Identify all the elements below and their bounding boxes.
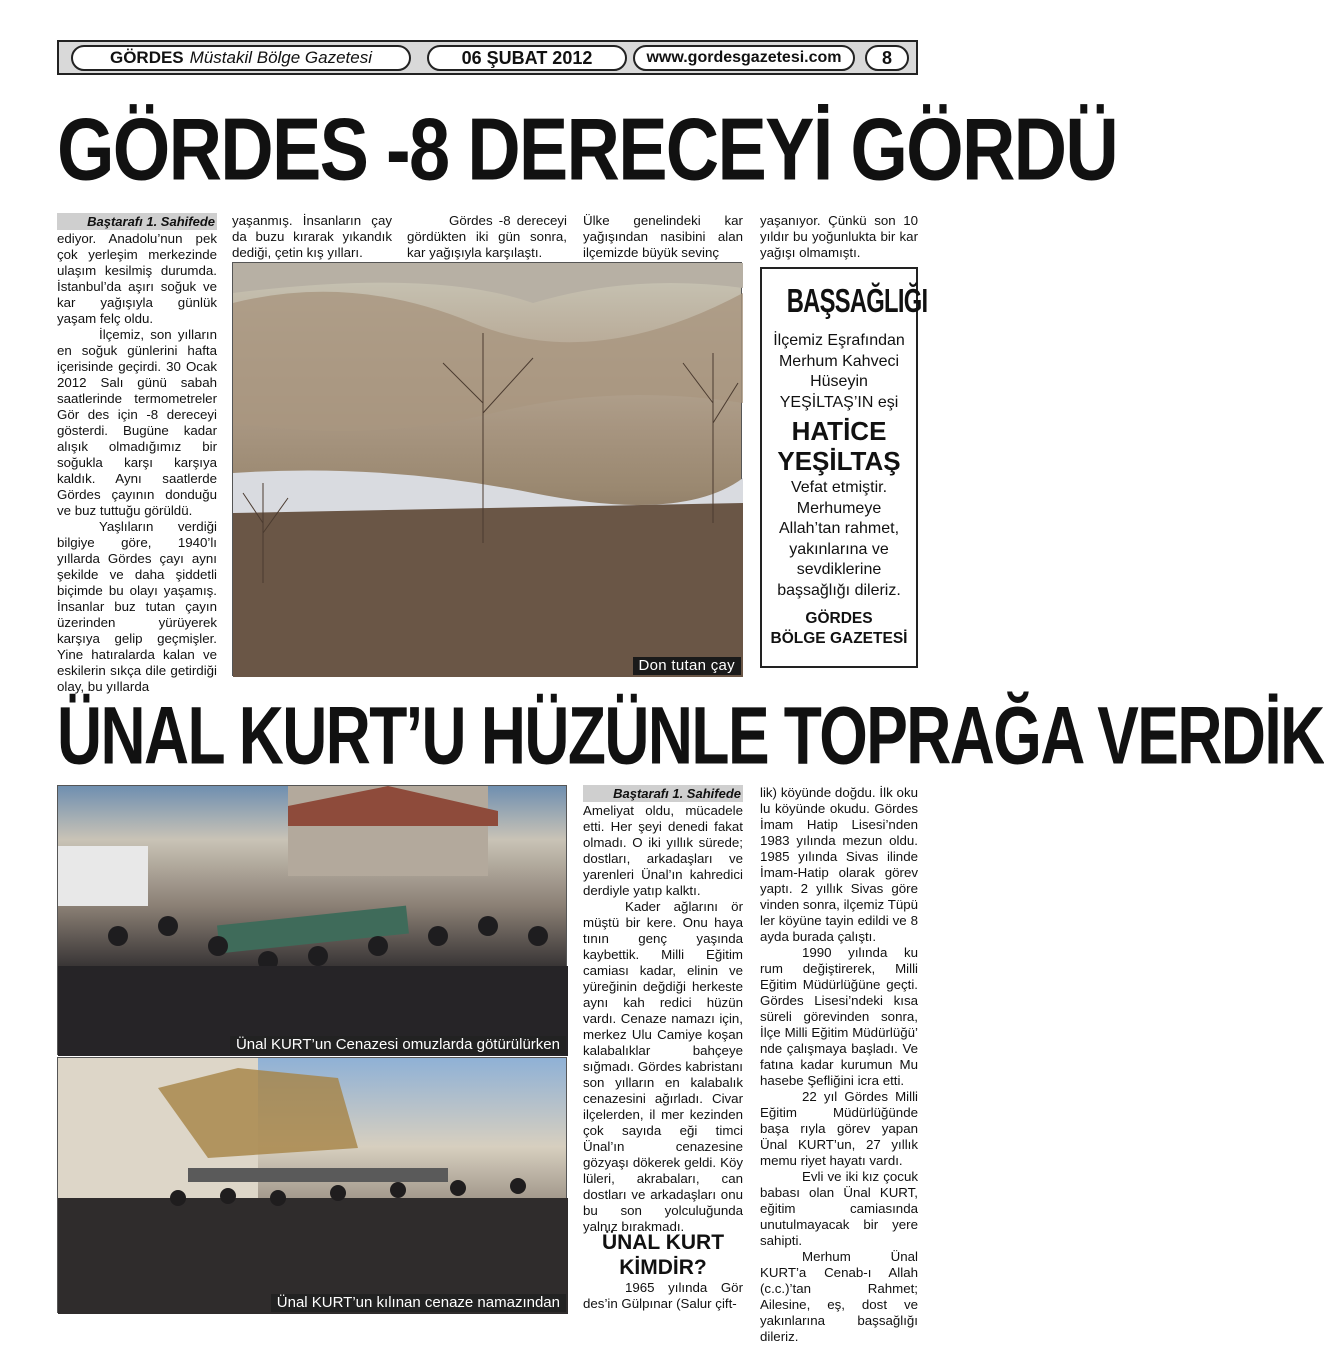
condolence-title: BAŞSAĞLIĞI [786, 282, 928, 319]
signature-line: BÖLGE GAZETESİ [770, 630, 908, 647]
article2-paragraph: 22 yıl Gördes Milli Eğitim Müdürlüğünde başa rıyla görev yapan Ünal KURT’un, 27 yıllık memu riyet hayatı vardı. [760, 1089, 918, 1168]
condolence-line: başsağlığı dileriz. [777, 581, 901, 599]
headline-cold-weather: GÖRDES -8 DERECEYİ GÖRDÜ [57, 101, 1118, 199]
article1-column-3 [407, 213, 567, 261]
article1-paragraph: yaşanmış. İnsanların çay da buzu kırarak yıkandık dediği, çetin kış yılları. [232, 213, 392, 260]
newspaper-name [71, 45, 411, 71]
condolence-line: Hüseyin [810, 373, 868, 390]
condolence-line: Merhum Kahveci [778, 352, 900, 370]
article2-paragraph: Ameliyat oldu, mücadele etti. Her şeyi denedi fakat olmadı. O iki yıllık sürede; dostları, arkadaşları ve yarenleri Ünal’ın kahredici derdiyle yatıp kalktı. [583, 803, 743, 898]
procession-illustration [58, 786, 568, 1056]
photo-caption: Don tutan çay [633, 657, 741, 675]
page-header-bar [57, 40, 918, 75]
newspaper-subtitle: Müstakil Bölge Gazetesi [189, 48, 373, 67]
article2-paragraph: 1965 yılında Gör des’in Gülpınar (Salur çift- [583, 1280, 743, 1311]
photo-caption: Ünal KURT’un Cenazesi omuzlarda götürülürken [230, 1036, 566, 1054]
website-link[interactable]: www.gordesgazetesi.com [633, 45, 855, 71]
article1-column-4 [583, 213, 743, 261]
subheading-who-is: ÜNAL KURT KİMDİR? [601, 1231, 725, 1279]
condolence-line: İlçemiz Eşrafından [773, 332, 905, 349]
newspaper-title: GÖRDES [109, 48, 184, 67]
funeral-procession-photo [57, 785, 567, 1055]
page-number: 8 [865, 45, 909, 71]
article2-paragraph: 1990 yılında ku rum değiştirerek, Milli Eğitim Müdürlüğüne geçti. Gördes Lisesi’ndeki kısa süreli görevinden sonra, İlçe Milli Eğitim Müdürlüğü’ nde çalışmaya başladı. Ve fatına kadar kurumun Mu hasebe Şefliğini icra etti. [760, 945, 918, 1088]
prayer-illustration [58, 1058, 568, 1314]
condolence-line: sevdiklerine [796, 561, 882, 578]
deceased-first-name: HATİCE [791, 416, 887, 446]
issue-date: 06 ŞUBAT 2012 [427, 45, 627, 71]
condolence-body [762, 331, 916, 649]
signature-line: GÖRDES [805, 610, 873, 627]
condolence-notice [760, 267, 928, 668]
condolence-line: yakınlarına ve [789, 540, 889, 558]
deceased-last-name: YEŞİLTAŞ [777, 446, 901, 476]
condolence-line: Allah’tan rahmet, [778, 520, 900, 537]
article1-paragraph: yaşanıyor. Çünkü son 10 yıldır bu yoğunlukta bir kar yağışı olmamıştı. [760, 213, 918, 260]
article1-paragraph: İlçemiz, son yılların en soğuk günlerini hafta içerisinde geçirdi. 30 Ocak 2012 Salı günü sabah saatlerinde termometreler Gör des için -8 dereceyi gösterdi. Bugüne kadar alışık olmadığımız bir soğukla karşı karşıya kaldık. Aynı saatlerde Gördes çayının donduğu ve buz tuttuğu görüldü. [57, 327, 217, 518]
condolence-line: YEŞİLTAŞ’IN eşi [779, 393, 899, 411]
article2-paragraph: lik) köyünde doğdu. İlk oku lu köyünde okudu. Gördes İmam Hatip Lisesi’nden 1983 yılında mezun oldu. 1985 yılında Sivas ilinde İmam-Hatip olarak görev yaptı. 2 yıllık Sivas göre vinden sonra, ilçemiz Tüpü ler köyüne tayin edildi ve 8 ayda burada çalıştı. [760, 785, 918, 944]
frozen-stream-photo [232, 262, 742, 676]
article1-paragraph: Ülke genelindeki kar yağışından nasibini alan ilçemizde büyük sevinç [583, 213, 743, 260]
article1-paragraph: Gördes -8 dereceyi gördükten iki gün sonra, kar yağışıyla karşılaştı. [407, 213, 567, 260]
condolence-line: Vefat etmiştir. [790, 479, 888, 496]
condolence-signature [762, 609, 916, 649]
article2-column-1-tail [583, 1280, 743, 1312]
article2-paragraph: Merhum Ünal KURT’a Cenab-ı Allah (c.c.)’tan Rahmet; Ailesine, eş, dost ve yakınlarına başsağlığı dileriz. [760, 1249, 918, 1344]
article2-paragraph: Kader ağlarını ör müştü bir kere. Onu haya tının genç yaşında kaybettik. Milli Eğitim camiası kadar, elinin ve yüreğinin değdiği herkeste aynı kah redici hüzün vardı. Cenaze namazı için, merkez Ulu Camiye koşan kalabalıklar bahçeye sığmadı. Gördes kabristanı son yılların en kalabalık cenazesini ağırladı. Civar ilçelerden, il mer kezinden çok sayıda eği timci Ünal’ın cenazesine gözyaşı dökerek geldi. Köy lüleri, akrabaları, can dostları ve arkadaşları onu bu son yolculuğunda yalnız bırakmadı. [583, 899, 743, 1234]
deceased-name [762, 416, 916, 476]
article1-paragraph: Yaşlıların verdiği bilgiye göre, 1940’lı yıllarda Gördes çayı aynı şekilde ve daha şiddetli biçimde bu olayı yaşamış. İnsanlar buz tutan çayın üzerinden yürüyerek karşıya gelip geçmişler. Yine hatıralarda kalan ve eskilerin sıkça dile getirdiği olay, bu yıllarda [57, 519, 217, 694]
photo-caption: Ünal KURT’un kılınan cenaze namazından [271, 1294, 566, 1312]
landscape-illustration [233, 263, 743, 677]
article2-paragraph: Evli ve iki kız çocuk babası olan Ünal KURT, eğitim camiasında unutulmayacak bir yere sahipti. [760, 1169, 918, 1248]
article1-column-5 [760, 213, 918, 261]
continued-label: Baştarafı 1. Sahifede [583, 785, 743, 802]
funeral-prayer-photo [57, 1057, 567, 1313]
article2-column-2 [760, 785, 918, 1345]
headline-funeral: ÜNAL KURT’U HÜZÜNLE TOPRAĞA VERDİK [57, 690, 1324, 781]
condolence-line: Merhumeye [796, 499, 882, 517]
article1-column-2 [232, 213, 392, 261]
article1-column-1 [57, 213, 217, 695]
article2-column-1 [583, 785, 743, 1235]
continued-label: Baştarafı 1. Sahifede [57, 213, 217, 230]
article1-paragraph: ediyor. Anadolu’nun pek çok yerleşim merkezinde ulaşım kesilmiş durumda. İstanbul’da aşırı soğuk ve kar yağışıyla günlük yaşam felç oldu. [57, 231, 217, 326]
